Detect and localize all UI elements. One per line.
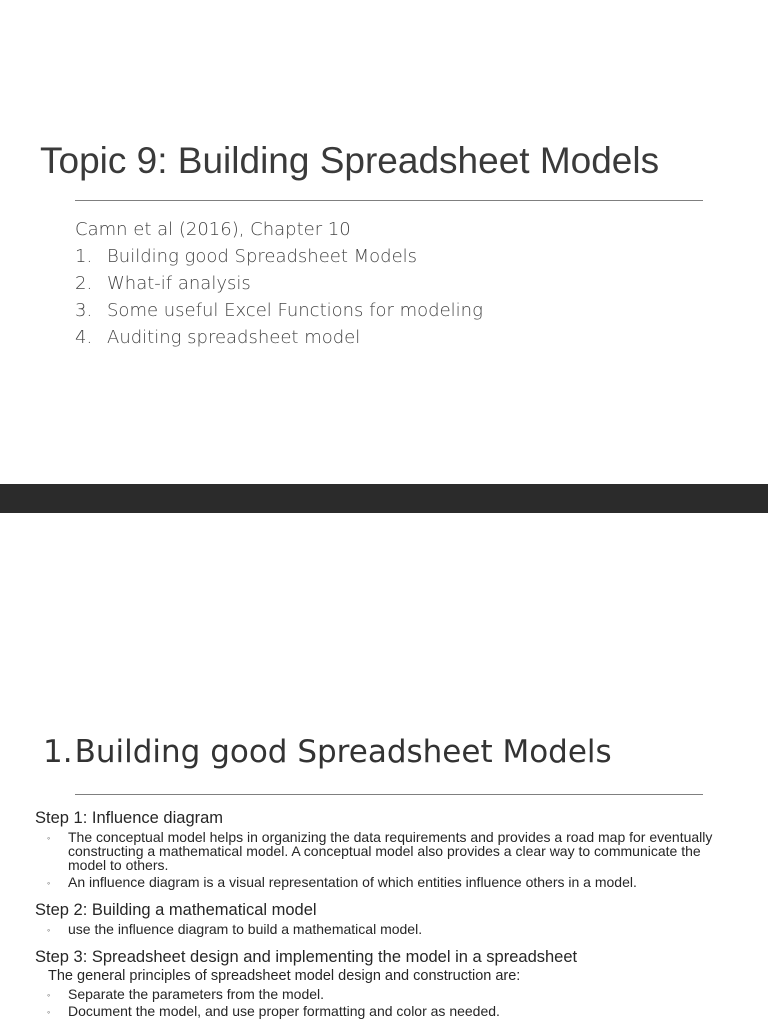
bullet-icon: ◦ (47, 990, 51, 1000)
bullet-icon: ◦ (47, 833, 51, 843)
list-number: 1. (75, 246, 93, 267)
list-number: 2. (75, 273, 93, 294)
bullet-list (35, 922, 725, 936)
list-number: 3. (75, 300, 93, 321)
list-text: What-if analysis (107, 273, 251, 294)
step-intro: The general principles of spreadsheet model design and construction are: (48, 968, 521, 984)
step-heading: Step 2: Building a mathematical model (35, 901, 317, 919)
bullet-icon: ◦ (47, 878, 51, 888)
section-underline (75, 794, 703, 795)
step-heading: Step 1: Influence diagram (35, 809, 224, 827)
slide-content (75, 216, 483, 351)
section-number: 1. (43, 734, 73, 770)
section-title (43, 734, 612, 770)
list-text: Building good Spreadsheet Models (107, 246, 418, 267)
bullet-list (35, 987, 725, 1018)
bullet-icon: ◦ (47, 1007, 51, 1017)
bullet-text: use the influence diagram to build a mathematical model. (68, 921, 423, 937)
section-title-text: Building good Spreadsheet Models (74, 734, 612, 770)
slide-separator (0, 484, 768, 513)
bullet-text: Separate the parameters from the model. (68, 986, 325, 1002)
list-item (35, 875, 725, 889)
bullet-text: An influence diagram is a visual representation of which entities influence others in a model. (68, 874, 637, 890)
list-item (75, 297, 483, 324)
list-number: 4. (75, 327, 93, 348)
title-underline (75, 200, 703, 201)
slide-title: Topic 9: Building Spreadsheet Models (40, 140, 660, 181)
list-item (75, 270, 483, 297)
list-item (35, 922, 725, 936)
reference-line: Camn et al (2016), Chapter 10 (75, 219, 351, 240)
list-item (35, 987, 725, 1001)
bullet-list (35, 830, 725, 889)
slide-body (35, 808, 725, 1021)
list-item (35, 830, 725, 872)
list-item (35, 1004, 725, 1018)
step-heading: Step 3: Spreadsheet design and implementing the model in a spreadsheet (35, 948, 578, 966)
bullet-text: Document the model, and use proper formatting and color as needed. (68, 1003, 500, 1019)
list-text: Auditing spreadsheet model (107, 327, 361, 348)
bullet-icon: ◦ (47, 925, 51, 935)
bullet-text: The conceptual model helps in organizing the data requirements and provides a road map for eventually constructing a mathematical model. A conceptual model also provides a clear way to communicate the model to others. (68, 829, 713, 873)
slide-1 (0, 0, 768, 484)
list-text: Some useful Excel Functions for modeling (107, 300, 483, 321)
list-item (75, 243, 483, 270)
list-item (75, 324, 483, 351)
